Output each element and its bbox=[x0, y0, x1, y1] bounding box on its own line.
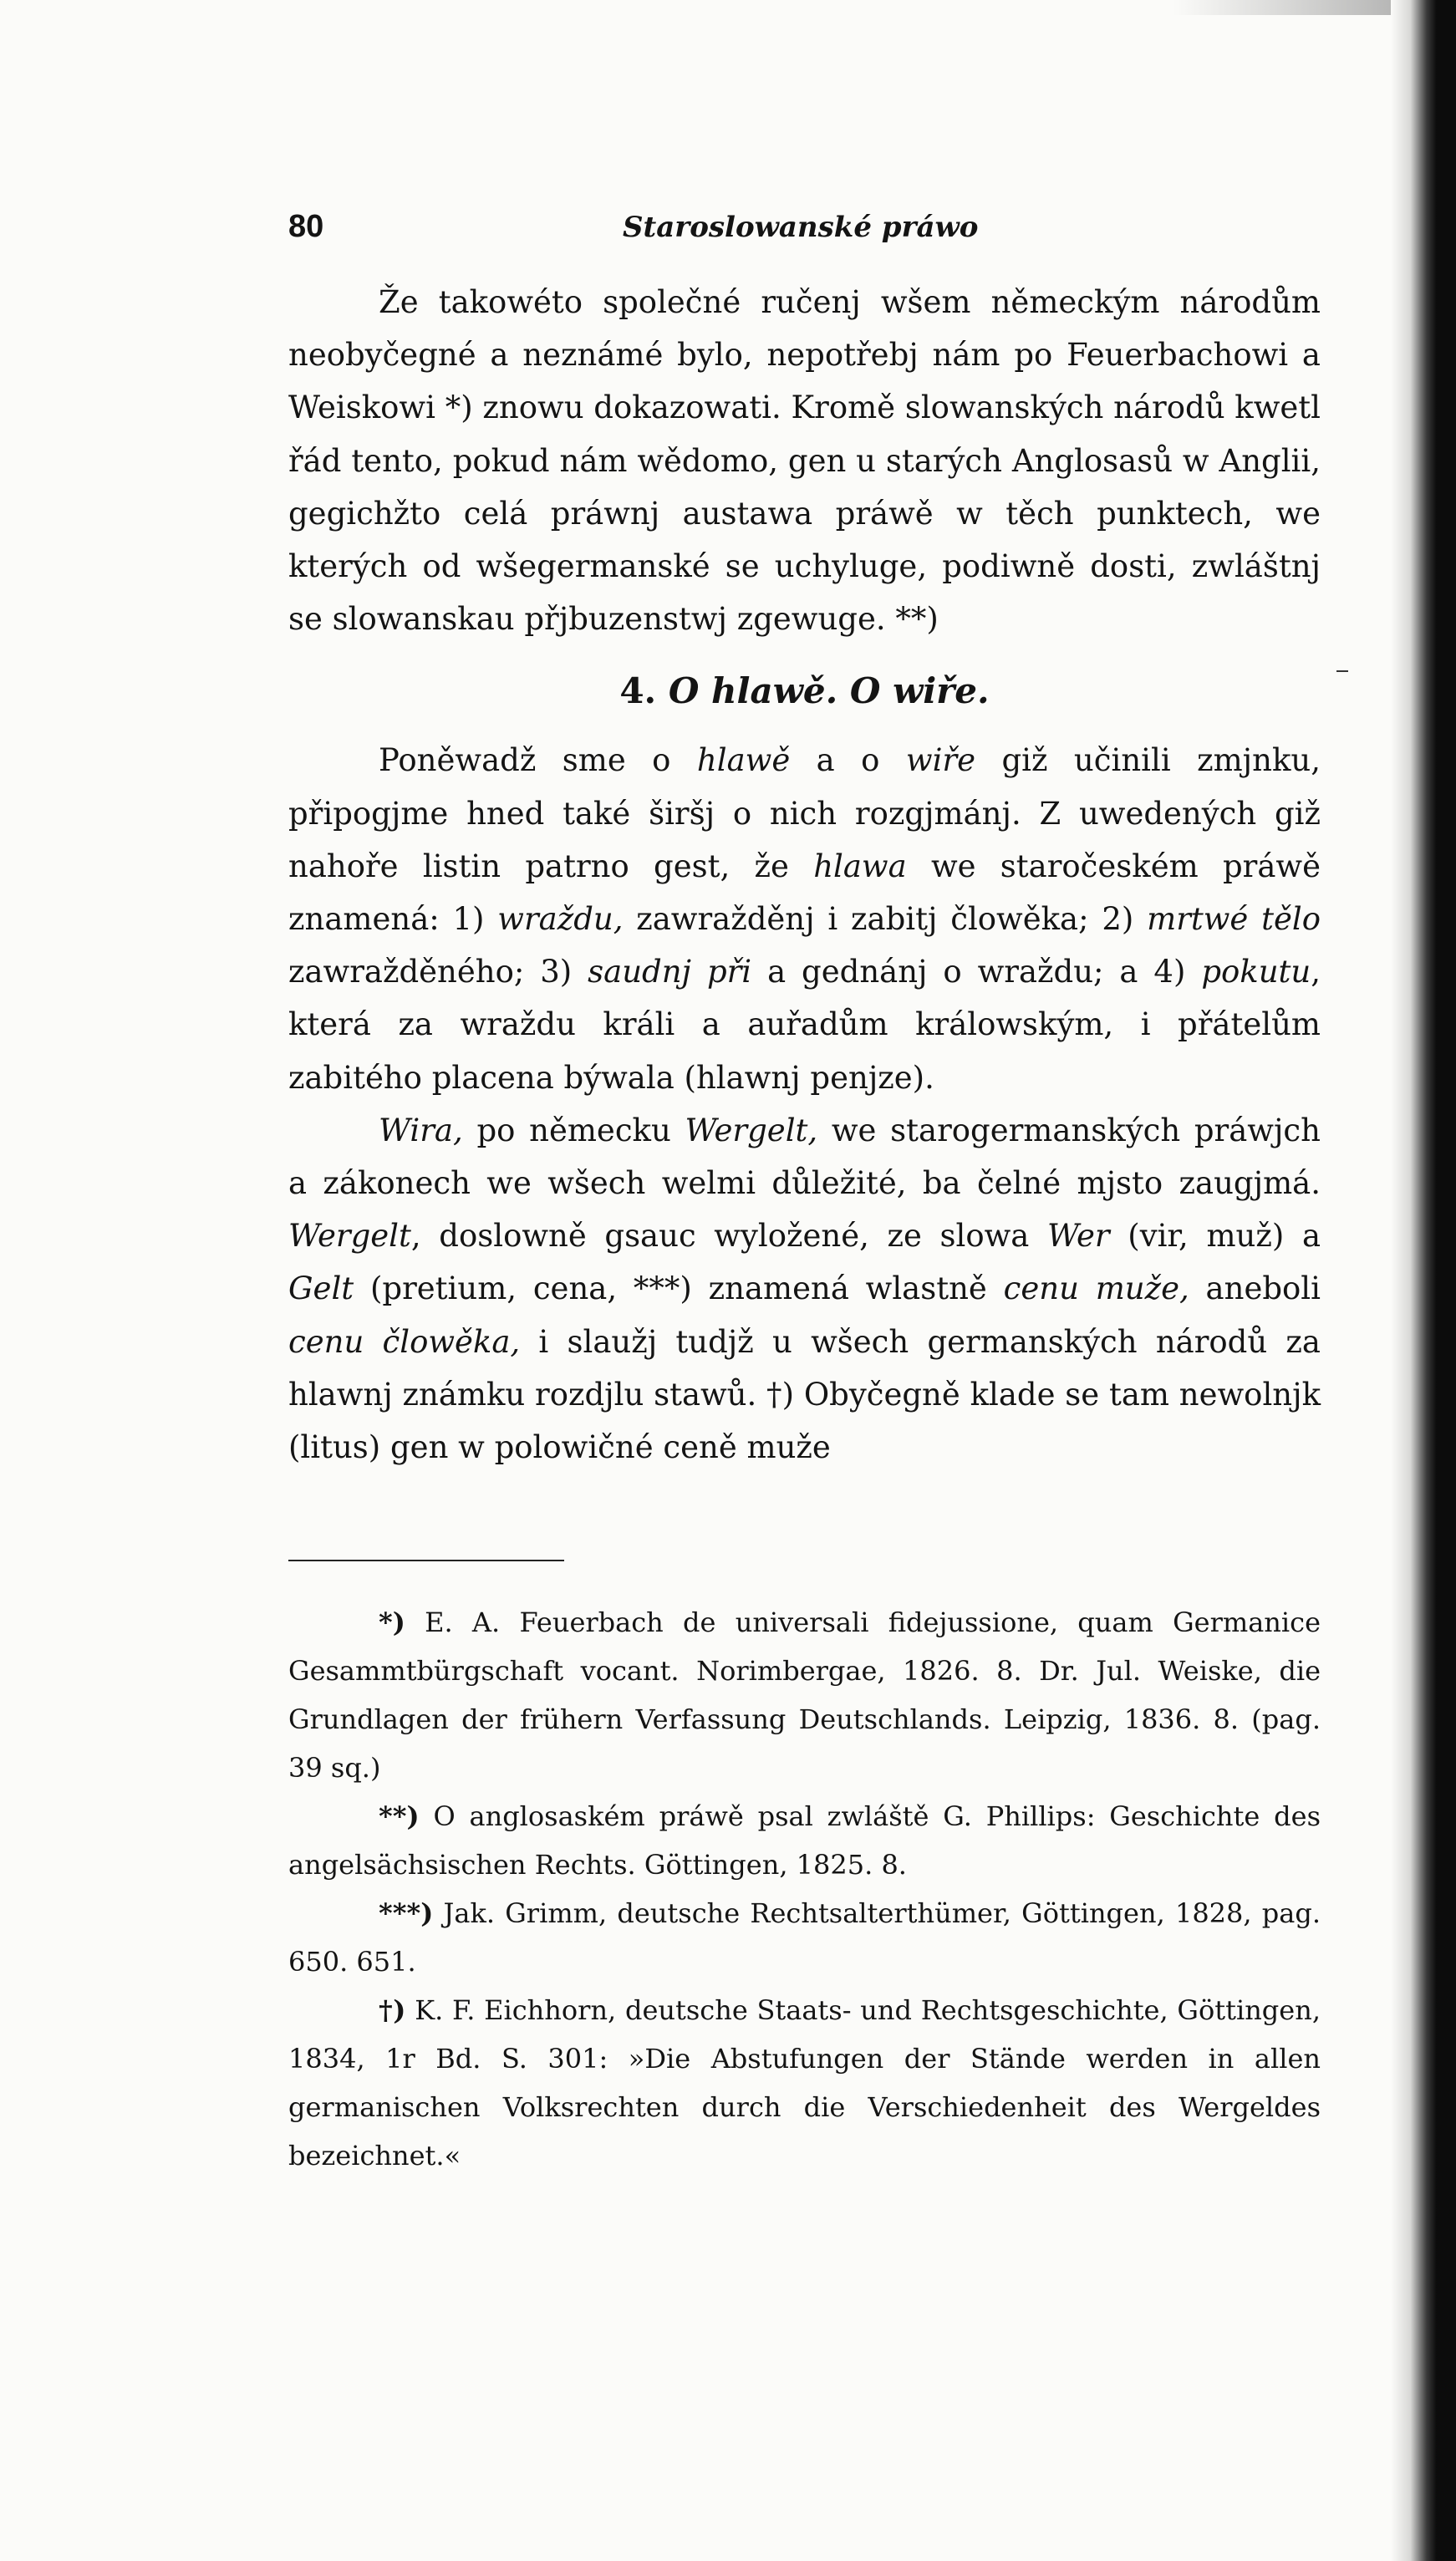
text-run: giž učinili zmjnku, připogjme hned také širšj o nich rozgjmánj. Z uwedených giž nahoře listin patrno gest, že bbox=[288, 742, 1321, 884]
text-run: , doslowně gsauc wyložené, ze slowa bbox=[410, 1218, 1048, 1255]
emphasis: hlawa bbox=[813, 848, 907, 884]
emphasis: Gelt bbox=[288, 1270, 354, 1307]
running-title: Staroslowanské práwo bbox=[623, 211, 979, 244]
emphasis: saudnj při bbox=[588, 954, 752, 990]
footnote-text: K. F. Eichhorn, deutsche Staats- und Rechtsgeschichte, Göttingen, 1834, 1r Bd. S. 301: »Die Abstufungen der Stände werden in allen germanischen Volksrechten durch die Verschiedenheit des Wergeldes bezeichnet.« bbox=[288, 1994, 1321, 2172]
emphasis: hlawě bbox=[696, 742, 791, 779]
footnote-mark: †) bbox=[379, 1994, 406, 2026]
emphasis: Wira, bbox=[379, 1112, 463, 1148]
footnote-text: E. A. Feuerbach de universali fidejussione, quam Germanice Gesammtbürgschaft vocant. Norimbergae, 1826. 8. Dr. Jul. Weiske, die Grundlagen der frühern Verfassung Deutschlands. Leipzig, 1836. 8. (pag. 39 sq.) bbox=[288, 1606, 1321, 1784]
emphasis: mrtwé tělo bbox=[1147, 901, 1321, 938]
footnote-4 bbox=[288, 1986, 1321, 2180]
footnote-text: Jak. Grimm, deutsche Rechtsalterthümer, Göttingen, 1828, pag. 650. 651. bbox=[288, 1897, 1321, 1978]
scan-edge-right bbox=[1391, 0, 1456, 2561]
emphasis: wiře bbox=[905, 742, 976, 779]
text-run: , která za wraždu králi a auřadům králowským, i přátelům zabitého placena býwala (hlawnj penjze). bbox=[288, 954, 1321, 1096]
footnote-rule bbox=[288, 1560, 564, 1561]
footnote-1 bbox=[288, 1598, 1321, 1792]
margin-mark bbox=[1336, 670, 1348, 672]
text-run: aneboli bbox=[1189, 1270, 1321, 1307]
section-number: 4. bbox=[619, 670, 657, 712]
text-run: i slaužj tudjž u wšech germanských národů za hlawnj známku rozdjlu stawů. †) Obyčegně klade se tam newolnjk (litus) gen w polowičné ceně muže bbox=[288, 1323, 1321, 1466]
footnote-mark: *) bbox=[379, 1606, 405, 1638]
paragraph-3 bbox=[288, 1104, 1321, 1474]
text-run: a gednánj o wraždu; a 4) bbox=[751, 954, 1202, 990]
emphasis: pokutu bbox=[1201, 954, 1311, 990]
section-title-b: O wiře. bbox=[849, 670, 990, 712]
page-header bbox=[288, 209, 1321, 259]
paragraph-1: Že takowéto společné ručenj wšem německým národům neobyčegné a neznámé bylo, nepotřebj nám po Feuerbachowi a Weiskowi *) znowu dokazowati. Kromě slowanských národů kwetl řád tento, pokud nám wědomo, gen u starých Anglosasů w Anglii, gegichžto celá práwnj austawa práwě w těch punktech, we kterých od wšegermanské se uchyluge, podiwně dosti, zwláštnj se slowanskau přjbuzenstwj zgewuge. **) bbox=[288, 284, 1321, 638]
text-run: a o bbox=[790, 742, 906, 779]
main-text bbox=[288, 276, 1321, 1474]
emphasis: Wergelt bbox=[288, 1218, 411, 1255]
emphasis: cenu muže, bbox=[1003, 1270, 1189, 1307]
scan-edge-top bbox=[1173, 0, 1391, 15]
footnotes bbox=[288, 1598, 1321, 2180]
paragraph-2 bbox=[288, 734, 1321, 1103]
text-run: (pretium, cena, ***) znamená wlastně bbox=[354, 1270, 1004, 1307]
footnote-mark: ***) bbox=[379, 1897, 434, 1929]
text-run: Poněwadž sme o bbox=[379, 742, 697, 779]
footnote-3 bbox=[288, 1889, 1321, 1986]
text-run: zawražděného; 3) bbox=[288, 954, 588, 990]
footnote-text: O anglosaském práwě psal zwláště G. Phillips: Geschichte des angelsächsischen Rechts. Göttingen, 1825. 8. bbox=[288, 1800, 1321, 1881]
footnote-2 bbox=[288, 1792, 1321, 1889]
footnote-mark: **) bbox=[379, 1800, 420, 1832]
text-run: (vir, muž) a bbox=[1109, 1218, 1321, 1255]
emphasis: cenu člowěka, bbox=[288, 1323, 521, 1360]
emphasis: Wergelt, bbox=[685, 1112, 818, 1148]
emphasis: wraždu, bbox=[497, 901, 624, 938]
text-run: we starogermanských práwjch a zákonech we wšech welmi důležité, ba čelné mjsto zaugjmá. bbox=[288, 1112, 1321, 1202]
page-number: 80 bbox=[288, 209, 324, 244]
text-run: we staročeském práwě znamená: 1) bbox=[288, 848, 1321, 938]
emphasis: Wer bbox=[1047, 1218, 1110, 1255]
text-run: po německu bbox=[462, 1112, 685, 1148]
text-run: zawražděnj i zabitj člowěka; 2) bbox=[623, 901, 1148, 938]
section-title-a: O hlawě. bbox=[668, 670, 838, 712]
section-heading bbox=[288, 662, 1321, 720]
